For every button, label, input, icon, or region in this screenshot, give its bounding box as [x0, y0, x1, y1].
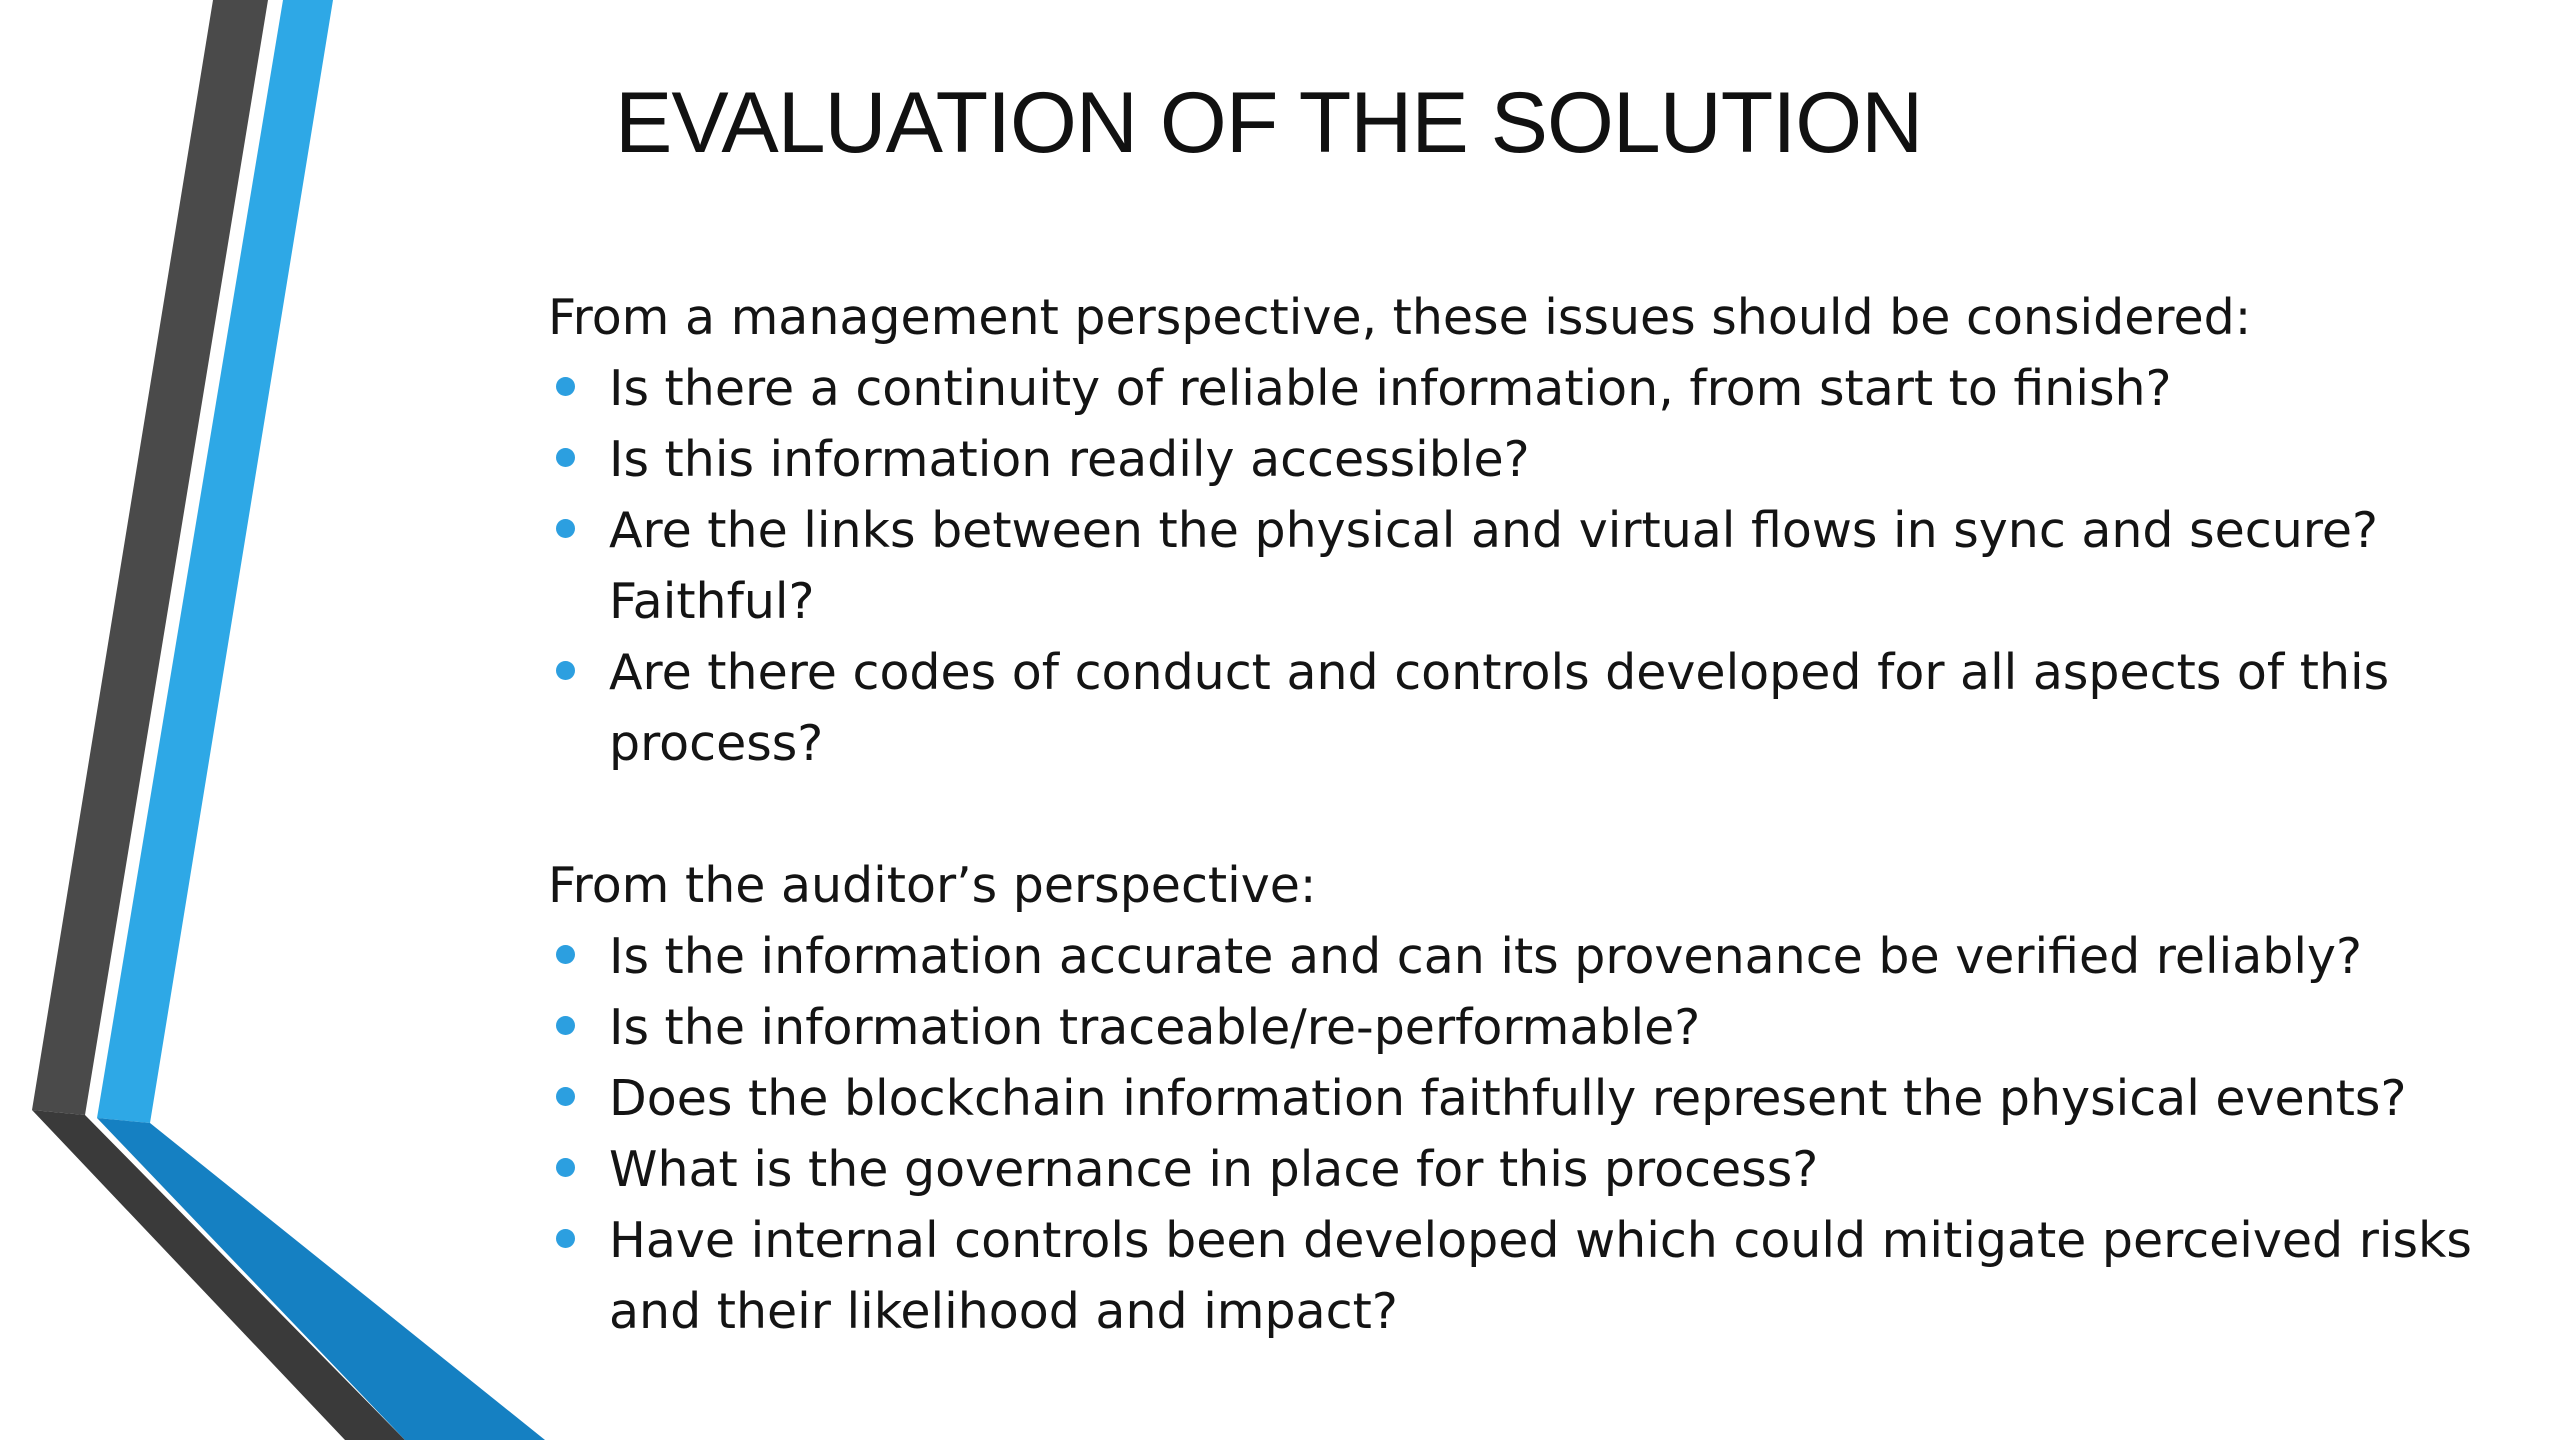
auditor-intro: From the auditor’s perspective: [548, 857, 1317, 914]
list-item [548, 1063, 2478, 1134]
bullet-dot-icon [556, 1087, 575, 1106]
bullet-text: Are the links between the physical and virtual flows in sync and secure? Faithful? [609, 502, 2379, 630]
slide-title: EVALUATION OF THE SOLUTION [615, 75, 1923, 171]
management-intro: From a management perspective, these issues should be considered: [548, 289, 2252, 346]
bullet-dot-icon [556, 377, 575, 396]
bullet-text: Are there codes of conduct and controls developed for all aspects of this process? [609, 644, 2390, 772]
bullet-text: Is the information traceable/re-performable? [609, 999, 1701, 1056]
bullet-dot-icon [556, 1158, 575, 1177]
slide-body [548, 282, 2478, 1347]
bullet-text: Have internal controls been developed which could mitigate perceived risks and their likelihood and impact? [609, 1212, 2472, 1340]
list-item [548, 992, 2478, 1063]
list-item [548, 495, 2478, 637]
bullet-dot-icon [556, 945, 575, 964]
bullet-text: Is there a continuity of reliable information, from start to finish? [609, 360, 2172, 417]
bullet-dot-icon [556, 661, 575, 680]
list-item [548, 424, 2478, 495]
bullet-text: Does the blockchain information faithfully represent the physical events? [609, 1070, 2407, 1127]
bullet-text: Is this information readily accessible? [609, 431, 1530, 488]
list-item [548, 637, 2478, 779]
bullet-dot-icon [556, 1229, 575, 1248]
bullet-text: What is the governance in place for this process? [609, 1141, 1819, 1198]
section-spacer [548, 779, 2478, 850]
list-item [548, 1205, 2478, 1347]
list-item [548, 921, 2478, 992]
gray-stripe-lower [32, 1110, 405, 1440]
bullet-dot-icon [556, 448, 575, 467]
management-bullet-list [548, 353, 2478, 779]
list-item [548, 1134, 2478, 1205]
auditor-bullet-list [548, 921, 2478, 1347]
bullet-dot-icon [556, 1016, 575, 1035]
bullet-text: Is the information accurate and can its provenance be verified reliably? [609, 928, 2362, 985]
list-item [548, 353, 2478, 424]
bullet-dot-icon [556, 519, 575, 538]
